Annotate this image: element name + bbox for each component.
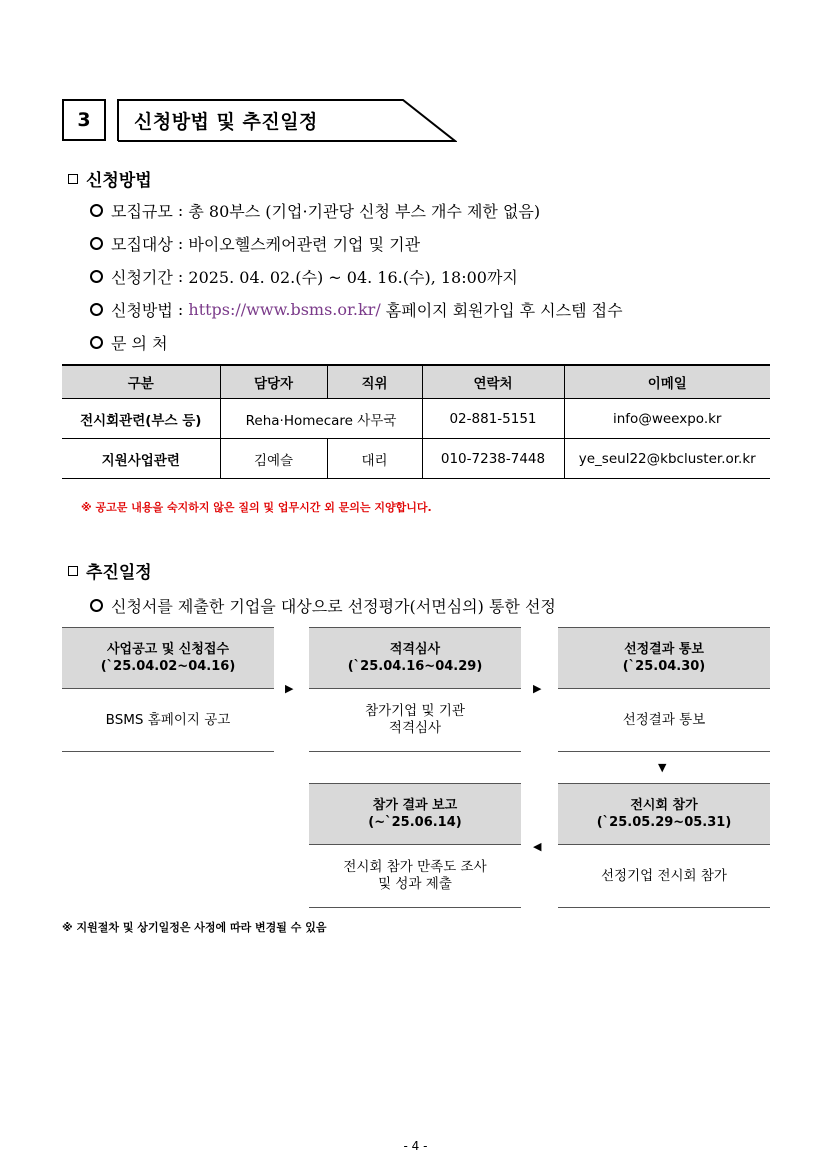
process-step-date: (`25.04.02~04.16) (100, 659, 236, 674)
bsms-link[interactable]: https://www.bsms.or.kr/ (188, 300, 381, 319)
apply-item-label: 문 의 처 (111, 334, 168, 353)
process-step-header (558, 627, 770, 689)
process-step-title: 사업공고 및 신청접수 (106, 642, 230, 657)
square-bullet-icon (68, 174, 78, 184)
arrow-right-icon: ▶ (285, 682, 294, 695)
schedule-intro (90, 594, 556, 617)
schedule-intro-text: 신청서를 제출한 기업을 대상으로 선정평가(서면심의) 통한 선정 (111, 597, 556, 616)
process-step-desc-line: 전시회 참가 만족도 조사 (343, 859, 487, 875)
apply-item-label: 모집대상 (111, 235, 173, 254)
process-step-desc (309, 689, 521, 752)
table-cell: 대리 (327, 439, 422, 479)
contact-table (62, 364, 770, 479)
table-cell: 전시회관련(부스 등) (62, 399, 220, 439)
apply-item (90, 298, 623, 321)
apply-heading (68, 166, 152, 191)
table-header: 연락처 (422, 365, 564, 399)
table-header: 이메일 (564, 365, 770, 399)
table-cell: Reha·Homecare 사무국 (220, 399, 422, 439)
process-step-title: 적격심사 (389, 642, 441, 657)
arrow-down-icon: ▼ (658, 761, 667, 774)
apply-item-sep: : (172, 201, 189, 220)
circle-bullet-icon (90, 336, 103, 349)
apply-item (90, 232, 420, 255)
process-step-desc-line: 선정기업 전시회 참가 (601, 867, 727, 884)
process-step-date: (`25.05.29~05.31) (596, 815, 732, 830)
table-cell: 02-881-5151 (422, 399, 564, 439)
arrow-right-icon: ▶ (533, 682, 542, 695)
apply-item-sep: : (172, 300, 189, 319)
circle-bullet-icon (90, 204, 103, 217)
process-step-desc-line: BSMS 홈페이지 공고 (105, 711, 231, 728)
apply-item-label: 모집규모 (111, 202, 173, 221)
schedule-heading-text: 추진일정 (86, 563, 152, 583)
section-title: 신청방법 및 추진일정 (134, 111, 318, 133)
table-row (62, 399, 770, 439)
section-number: 3 (62, 99, 106, 141)
process-step-title: 선정결과 통보 (624, 642, 704, 657)
process-step-desc-line: 참가기업 및 기관 (365, 703, 465, 719)
process-step-title: 참가 결과 보고 (372, 798, 458, 813)
process-step-desc-line: 적격심사 (388, 720, 442, 736)
arrow-left-icon: ◀ (533, 840, 542, 853)
process-step-date: (`25.04.16~04.29) (347, 659, 483, 674)
process-step-desc (558, 689, 770, 752)
contact-note: ※ 공고문 내용을 숙지하지 않은 질의 및 업무시간 외 문의는 지양합니다. (81, 501, 432, 514)
process-step-1 (62, 627, 274, 751)
table-header: 직위 (327, 365, 422, 399)
square-bullet-icon (68, 566, 78, 576)
apply-item-value: 2025. 04. 02.(수) ~ 04. 16.(수), 18:00까지 (188, 268, 518, 287)
apply-item-value: 홈페이지 회원가입 후 시스템 접수 (380, 301, 623, 320)
schedule-heading (68, 558, 152, 583)
apply-item (90, 265, 518, 288)
apply-item-label: 신청기간 (111, 268, 173, 287)
table-cell: 김예슬 (220, 439, 327, 479)
process-step-header (62, 627, 274, 689)
process-step-header (309, 627, 521, 689)
apply-item (90, 199, 540, 222)
apply-item-value: 바이오헬스케어관련 기업 및 기관 (188, 235, 421, 254)
table-header: 구분 (62, 365, 220, 399)
process-step-title: 전시회 참가 (630, 798, 698, 813)
apply-item-label: 신청방법 (111, 301, 173, 320)
circle-bullet-icon (90, 270, 103, 283)
process-step-date: (`25.04.30) (622, 659, 706, 674)
table-cell: 010-7238-7448 (422, 439, 564, 479)
apply-item-sep: : (172, 267, 189, 286)
table-cell: info@weexpo.kr (564, 399, 770, 439)
apply-item-value: 총 80부스 (기업·기관당 신청 부스 개수 제한 없음) (188, 202, 541, 221)
process-step-4 (558, 783, 770, 907)
apply-heading-text: 신청방법 (86, 171, 152, 191)
process-step-5 (309, 783, 521, 907)
circle-bullet-icon (90, 303, 103, 316)
process-step-desc (62, 689, 274, 752)
table-cell: 지원사업관련 (62, 439, 220, 479)
page-number: - 4 - (403, 1139, 428, 1153)
table-cell: ye_seul22@kbcluster.or.kr (564, 439, 770, 479)
table-header: 담당자 (220, 365, 327, 399)
process-step-2 (309, 627, 521, 751)
schedule-note: ※ 지원절차 및 상기일정은 사정에 따라 변경될 수 있음 (62, 921, 327, 934)
apply-item-sep: : (172, 234, 189, 253)
process-step-3 (558, 627, 770, 751)
process-step-header (558, 783, 770, 845)
section-title-box (117, 99, 457, 142)
process-step-desc-line: 선정결과 통보 (622, 711, 706, 728)
apply-item (90, 331, 168, 354)
table-row (62, 439, 770, 479)
table-header-row (62, 365, 770, 399)
process-step-header (309, 783, 521, 845)
process-step-desc-line: 및 성과 제출 (378, 876, 452, 892)
circle-bullet-icon (90, 237, 103, 250)
process-step-date: (~`25.06.14) (368, 815, 462, 830)
process-step-desc (309, 845, 521, 908)
process-step-desc (558, 845, 770, 908)
circle-bullet-icon (90, 599, 103, 612)
